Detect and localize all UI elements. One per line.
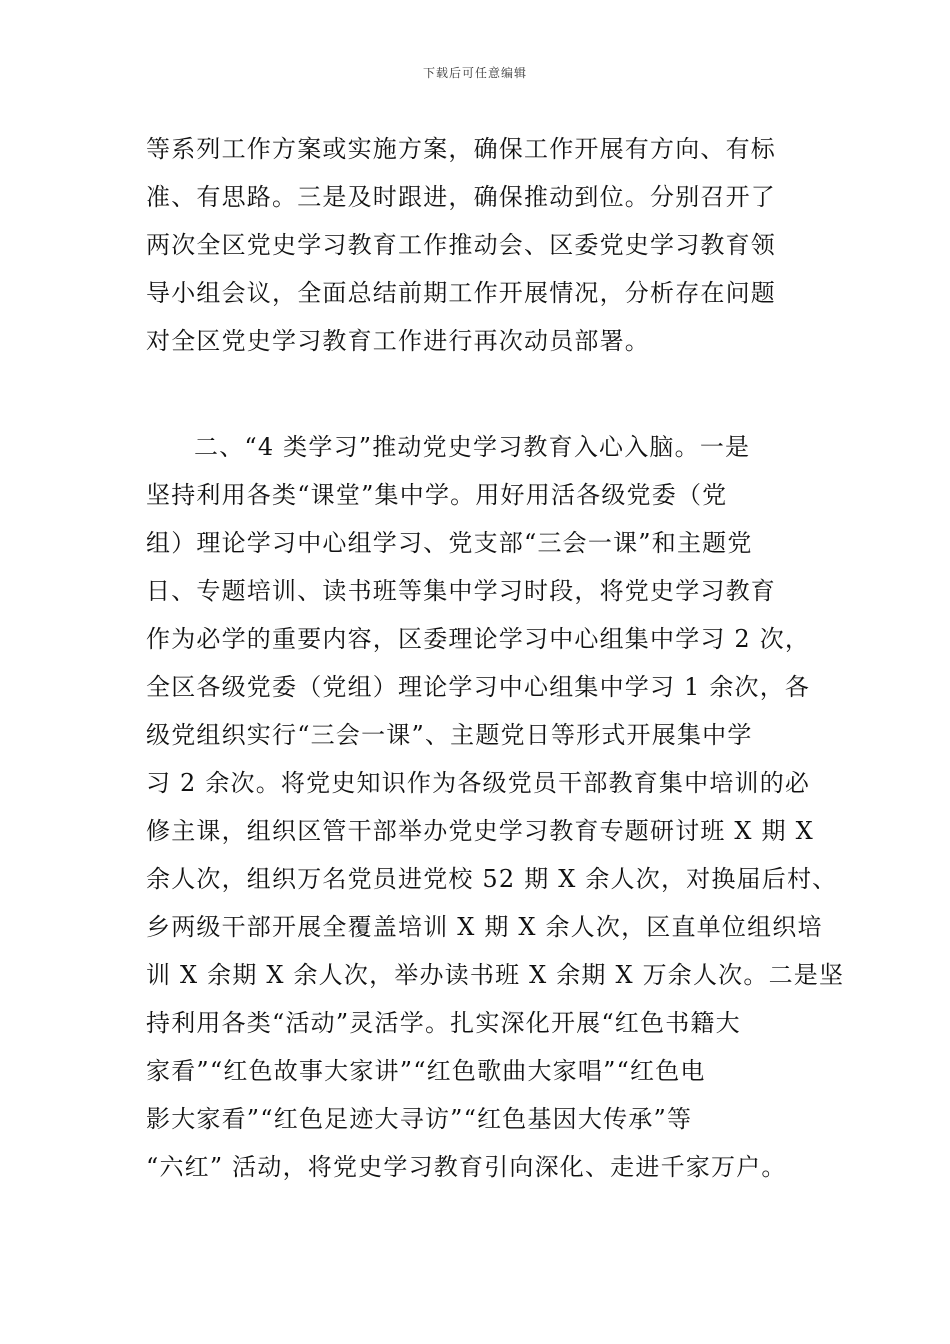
text-line: 准、有思路。三是及时跟进，确保推动到位。分别召开了: [146, 183, 776, 211]
text-line: 修主课，组织区管干部举办党史学习教育专题研讨班 X 期 X: [146, 817, 814, 845]
text-line: 对全区党史学习教育工作进行再次动员部署。: [146, 327, 650, 355]
text-line: 余人次，组织万名党员进党校 52 期 X 余人次，对换届后村、: [146, 865, 838, 893]
text-line: 日、专题培训、读书班等集中学习时段，将党史学习教育: [146, 577, 776, 605]
text-line: 二、“4 类学习”推动党史学习教育入心入脑。一是: [194, 433, 751, 461]
text-line: 等系列工作方案或实施方案，确保工作开展有方向、有标: [146, 135, 776, 163]
text-line: 乡两级干部开展全覆盖培训 X 期 X 余人次，区直单位组织培: [146, 913, 823, 941]
text-line: 作为必学的重要内容，区委理论学习中心组集中学习 2 次，: [146, 625, 811, 653]
text-line: 习 2 余次。将党史知识作为各级党员干部教育集中培训的必: [146, 769, 811, 797]
text-line: “六红” 活动，将党史学习教育引向深化、走进千家万户。: [146, 1153, 787, 1181]
paragraph-2: [146, 423, 845, 1191]
text-line: 持利用各类“活动”灵活学。扎实深化开展“红色书籍大: [146, 1009, 741, 1037]
text-line: 全区各级党委（党组）理论学习中心组集中学习 1 余次，各: [146, 673, 811, 701]
text-line: 训 X 余期 X 余人次，举办读书班 X 余期 X 万余人次。二是坚: [146, 961, 845, 989]
text-line: 导小组会议，全面总结前期工作开展情况，分析存在问题: [146, 279, 776, 307]
text-line: 影大家看”“红色足迹大寻访”“红色基因大传承”等: [146, 1105, 693, 1133]
text-line: 组）理论学习中心组学习、党支部“三会一课”和主题党: [146, 529, 753, 557]
text-line: 级党组织实行“三会一课”、主题党日等形式开展集中学: [146, 721, 753, 749]
paragraph-1: [146, 125, 806, 365]
text-line: 家看”“红色故事大家讲”“红色歌曲大家唱”“红色电: [146, 1057, 706, 1085]
text-line: 坚持利用各类“课堂”集中学。用好用活各级党委（党: [146, 481, 728, 509]
page-header: 下载后可任意编辑: [422, 66, 527, 80]
text-line: 两次全区党史学习教育工作推动会、区委党史学习教育领: [146, 231, 776, 259]
